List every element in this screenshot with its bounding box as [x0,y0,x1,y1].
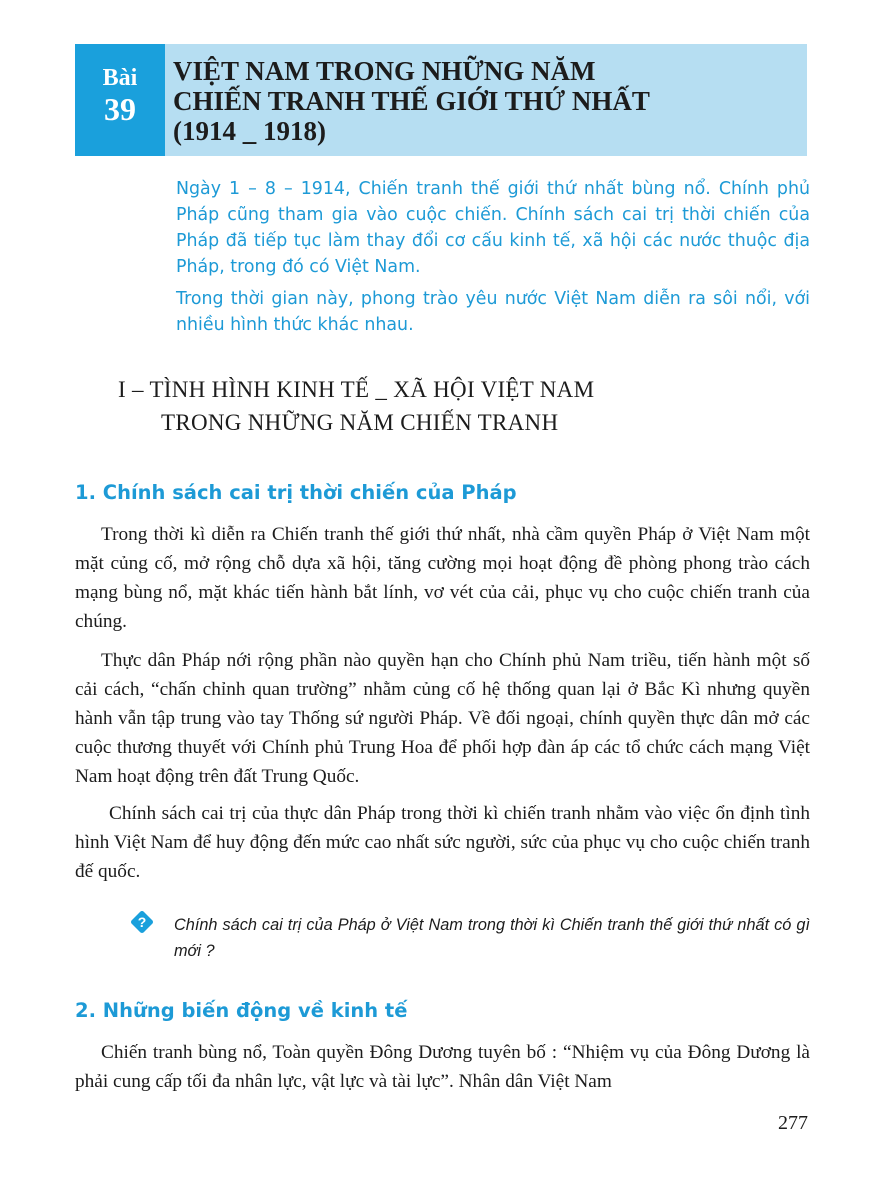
section-heading [118,373,758,439]
sub1-paragraph-3: Chính sách cai trị của thực dân Pháp trong thời kì chiến tranh nhằm vào việc ổn định tình hình Việt Nam để huy động đến mức cao nhất sức người, sức của phục vụ cho cuộc chiến tranh đế quốc. [75,803,810,882]
svg-text:?: ? [137,914,147,930]
question-text: Chính sách cai trị của Pháp ở Việt Nam trong thời kì Chiến tranh thế giới thứ nhất có gì mới ? [174,916,810,960]
badge-number: 39 [104,91,136,127]
subsection-1-heading: 1. Chính sách cai trị thời chiến của Pháp [75,481,517,504]
sub1-paragraph-2: Thực dân Pháp nới rộng phần nào quyền hạn cho Chính phủ Nam triều, tiến hành một số cải cách, “chấn chỉnh quan trường” nhằm củng cố hệ thống quan lại ở Bắc Kì nhưng quyền hành vẫn tập trung vào tay Thống sứ người Pháp. Về đối ngoại, chính quyền thực dân mở các cuộc thương thuyết với Chính phủ Trung Hoa để phối hợp đàn áp các tổ chức cách mạng Việt Nam hoạt động trên đất Trung Quốc. [75,650,810,787]
section-heading-line-1: I – TÌNH HÌNH KINH TẾ _ XÃ HỘI VIỆT NAM [118,377,595,402]
subsection-2-body [75,1038,810,1096]
sub1-paragraph-1: Trong thời kì diễn ra Chiến tranh thế giới thứ nhất, nhà cầm quyền Pháp ở Việt Nam một mặt củng cố, mở rộng chỗ dựa xã hội, tăng cường mọi hoạt động đề phòng phong trào cách mạng bùng nổ, mặt khác tiến hành bắt lính, vơ vét của cải, phục vụ cho cuộc chiến tranh của chúng. [75,524,810,632]
intro-paragraph-2: Trong thời gian này, phong trào yêu nước Việt Nam diễn ra sôi nổi, với nhiều hình thức khác nhau. [176,289,810,335]
lesson-intro [176,176,810,344]
subsection-2-heading: 2. Những biến động về kinh tế [75,999,408,1022]
sub2-paragraph-1: Chiến tranh bùng nổ, Toàn quyền Đông Dương tuyên bố : “Nhiệm vụ của Đông Dương là phải cung cấp tối đa nhân lực, vật lực và tài lực”. Nhân dân Việt Nam [75,1042,810,1092]
question-diamond-icon [130,910,154,934]
subsection-1-body [75,520,810,886]
intro-paragraph-1: Ngày 1 – 8 – 1914, Chiến tranh thế giới thứ nhất bùng nổ. Chính phủ Pháp cũng tham gia vào cuộc chiến. Chính sách cai trị thời chiến của Pháp đã tiếp tục làm thay đổi cơ cấu kinh tế, xã hội các nước thuộc địa Pháp, trong đó có Việt Nam. [176,179,810,277]
lesson-badge [75,44,165,156]
section-heading-line-2: TRONG NHỮNG NĂM CHIẾN TRANH [161,410,559,435]
badge-word: Bài [102,65,138,91]
lesson-header [75,44,807,156]
title-line-2: CHIẾN TRANH THẾ GIỚI THỨ NHẤT [173,86,650,116]
title-line-3: (1914 _ 1918) [173,116,326,146]
page-number: 277 [778,1112,808,1134]
title-line-1: VIỆT NAM TRONG NHỮNG NĂM [173,56,596,86]
lesson-title [173,56,793,146]
